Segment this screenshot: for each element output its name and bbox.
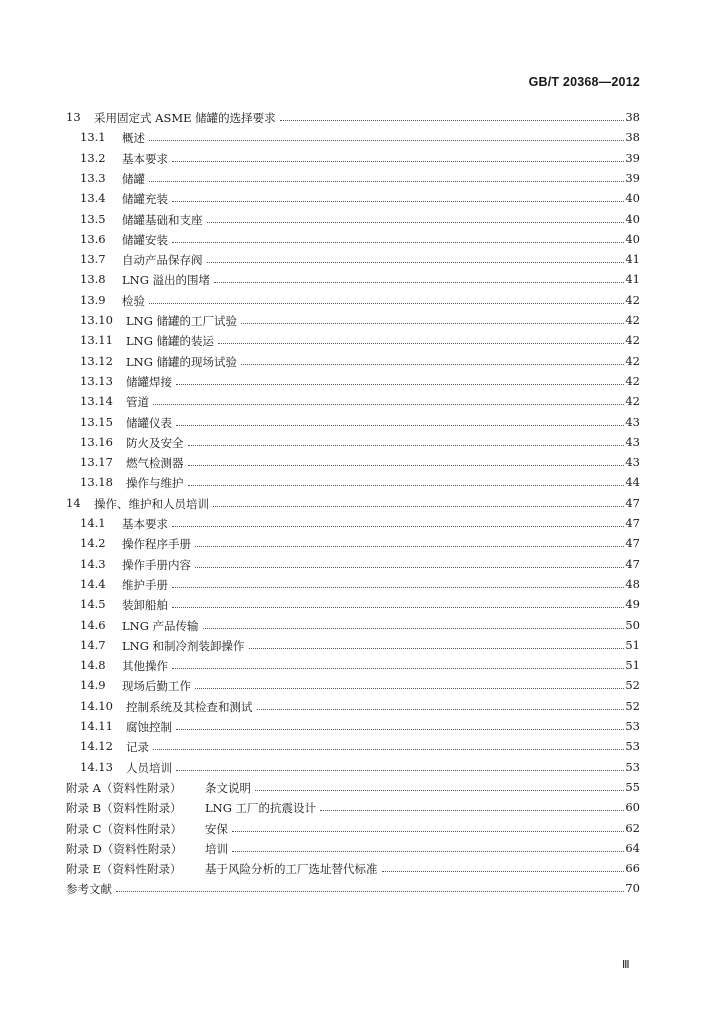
toc-entry-title: 现场后勤工作 — [122, 679, 191, 694]
toc-entry — [0, 554, 706, 574]
toc-dot-leader — [241, 323, 624, 324]
toc-entry-number: 14.9 — [80, 678, 106, 693]
toc-entry — [0, 696, 706, 716]
toc-entry-page: 38 — [625, 130, 640, 145]
toc-entry-page: 52 — [625, 678, 640, 693]
toc-dot-leader — [280, 120, 624, 121]
toc-entry — [0, 330, 706, 350]
toc-dot-leader — [257, 709, 625, 710]
toc-entry-page: 53 — [625, 739, 640, 754]
toc-dot-leader — [176, 384, 624, 385]
toc-entry-page: 43 — [625, 414, 640, 429]
toc-dot-leader — [172, 201, 624, 202]
toc-entry — [0, 310, 706, 330]
toc-entry-number: 13 — [66, 110, 81, 124]
toc-entry-title: 基本要求 — [122, 517, 168, 531]
toc-entry — [0, 209, 706, 229]
toc-entry-number: 14.7 — [80, 637, 106, 652]
toc-dot-leader — [153, 749, 624, 750]
toc-entry-page: 42 — [625, 292, 640, 307]
toc-entry-number: 14.12 — [80, 739, 113, 754]
toc-entry-number: 14.3 — [80, 556, 106, 571]
toc-dot-leader — [172, 161, 624, 162]
toc-dot-leader — [172, 587, 624, 588]
toc-entry-title: 参考文献 — [66, 882, 112, 897]
toc-entry — [0, 188, 706, 208]
toc-entry — [0, 107, 706, 127]
toc-entry-title: 操作与维护 — [126, 476, 184, 491]
toc-entry — [0, 249, 706, 269]
toc-entry-number: 13.15 — [80, 414, 113, 429]
toc-dot-leader — [195, 546, 624, 547]
toc-entry-page: 47 — [625, 495, 640, 510]
toc-dot-leader — [149, 303, 624, 304]
toc-entry-title: 防火及安全 — [126, 435, 184, 450]
toc-entry-page: 64 — [625, 840, 640, 855]
toc-dot-leader — [203, 628, 624, 629]
toc-dot-leader — [241, 364, 624, 365]
toc-entry-page: 42 — [625, 394, 640, 409]
toc-entry-title: 基本要求 — [122, 151, 168, 166]
toc-entry — [0, 757, 706, 777]
toc-entry-title: 操作程序手册 — [122, 537, 191, 552]
toc-entry-title: LNG 储罐的现场试验 — [126, 354, 238, 369]
toc-entry — [0, 797, 706, 817]
toc-entry-number: 13.2 — [80, 150, 106, 165]
toc-dot-leader — [176, 729, 624, 730]
toc-entry — [0, 472, 706, 492]
toc-entry-page: 50 — [625, 617, 640, 632]
toc-entry-page: 51 — [625, 637, 640, 652]
toc-entry — [0, 594, 706, 614]
toc-dot-leader — [188, 465, 625, 466]
toc-entry — [0, 838, 706, 858]
toc-entry-page: 49 — [625, 597, 640, 612]
toc-entry-title: 采用固定式 ASME 储罐的选择要求 — [94, 111, 276, 125]
toc-entry — [0, 148, 706, 168]
toc-entry-page: 42 — [625, 373, 640, 388]
toc-entry-title: 维护手册 — [122, 577, 168, 592]
toc-dot-leader — [195, 688, 624, 689]
toc-entry-number: 13.6 — [80, 231, 106, 246]
toc-entry — [0, 127, 706, 147]
toc-entry-number: 13.18 — [80, 475, 113, 490]
toc-entry-page: 44 — [625, 475, 640, 490]
toc-entry-title: LNG 产品传输 — [122, 618, 199, 633]
toc-entry-page: 40 — [625, 191, 640, 206]
toc-entry — [0, 818, 706, 838]
toc-entry-page: 40 — [625, 231, 640, 246]
toc-entry — [0, 290, 706, 310]
toc-entry-title: LNG 储罐的工厂试验 — [126, 314, 238, 328]
toc-entry-number: 13.1 — [80, 130, 106, 145]
toc-dot-leader — [172, 668, 624, 669]
toc-entry-page: 39 — [625, 150, 640, 165]
toc-entry-page: 41 — [625, 252, 640, 267]
toc-entry-number: 附录 B（资料性附录） — [66, 801, 182, 816]
toc-entry-page: 66 — [625, 861, 640, 876]
toc-dot-leader — [172, 526, 624, 527]
toc-dot-leader — [207, 222, 625, 223]
toc-entry-page: 51 — [625, 658, 640, 673]
toc-entry — [0, 513, 706, 533]
toc-entry-number: 14.8 — [80, 658, 106, 673]
toc-entry-page: 47 — [625, 516, 640, 530]
toc-entry — [0, 391, 706, 411]
toc-entry-number: 13.8 — [80, 272, 106, 287]
toc-entry-number: 13.4 — [80, 191, 106, 206]
toc-entry — [0, 736, 706, 756]
toc-dot-leader — [249, 648, 624, 649]
toc-entry-number: 附录 A（资料性附录） — [66, 780, 182, 795]
toc-dot-leader — [195, 567, 624, 568]
toc-entry-page: 39 — [625, 170, 640, 185]
toc-entry-number: 13.16 — [80, 434, 113, 449]
toc-entry-page: 62 — [625, 820, 640, 835]
toc-dot-leader — [176, 770, 624, 771]
toc-entry-title: 记录 — [126, 740, 149, 755]
toc-entry-title: 储罐安装 — [122, 232, 168, 247]
toc-entry-title: 条文说明 — [205, 780, 251, 795]
toc-entry-number: 13.17 — [80, 455, 113, 470]
toc-dot-leader — [214, 282, 624, 283]
toc-dot-leader — [232, 851, 624, 852]
toc-entry-title: 储罐充装 — [122, 192, 168, 207]
toc-entry-page: 47 — [625, 556, 640, 571]
document-code: GB/T 20368—2012 — [528, 75, 640, 89]
toc-dot-leader — [382, 871, 625, 872]
toc-entry-title: 储罐基础和支座 — [122, 212, 203, 227]
toc-entry — [0, 858, 706, 878]
toc-dot-leader — [116, 891, 624, 892]
toc-dot-leader — [213, 506, 624, 507]
toc-entry-title: LNG 储罐的装运 — [126, 334, 215, 349]
toc-entry — [0, 168, 706, 188]
toc-dot-leader — [255, 790, 624, 791]
toc-entry — [0, 655, 706, 675]
toc-entry-title: 概述 — [122, 131, 145, 146]
toc-dot-leader — [188, 445, 625, 446]
toc-entry-title: 操作、维护和人员培训 — [94, 496, 209, 511]
toc-entry-page: 42 — [625, 313, 640, 327]
toc-entry-title: 装卸船舶 — [122, 598, 168, 613]
toc-entry-page: 41 — [625, 272, 640, 287]
toc-entry-title: 储罐焊接 — [126, 374, 172, 389]
toc-entry-number: 13.14 — [80, 394, 113, 409]
toc-entry — [0, 878, 706, 898]
toc-entry-title: 安保 — [205, 821, 228, 836]
toc-entry-title: 腐蚀控制 — [126, 720, 172, 734]
toc-entry-number: 13.5 — [80, 211, 106, 226]
toc-entry — [0, 533, 706, 553]
page-folio: Ⅲ — [622, 959, 629, 971]
toc-entry-page: 55 — [625, 779, 640, 794]
toc-entry-page: 60 — [625, 800, 640, 815]
toc-entry-title: 培训 — [205, 841, 228, 856]
toc-entry-number: 14.5 — [80, 597, 106, 612]
toc-entry — [0, 371, 706, 391]
toc-entry — [0, 432, 706, 452]
toc-entry — [0, 351, 706, 371]
toc-dot-leader — [188, 485, 625, 486]
toc-entry-number: 13.12 — [80, 353, 113, 368]
toc-entry-number: 13.3 — [80, 170, 106, 185]
toc-entry-title: 操作手册内容 — [122, 557, 191, 572]
toc-entry-title: 储罐仪表 — [126, 415, 172, 430]
toc-entry-title: LNG 和制冷剂装卸操作 — [122, 638, 245, 653]
toc-entry-number: 13.11 — [80, 333, 113, 348]
toc-entry-page: 53 — [625, 759, 640, 774]
toc-dot-leader — [172, 607, 624, 608]
toc-dot-leader — [153, 404, 624, 405]
toc-entry-number: 14.11 — [80, 719, 113, 733]
toc-entry-title: 燃气检测器 — [126, 456, 184, 471]
toc-entry-title: 管道 — [126, 395, 149, 410]
toc-dot-leader — [149, 140, 624, 141]
toc-dot-leader — [176, 425, 624, 426]
toc-dot-leader — [172, 242, 624, 243]
toc-entry — [0, 229, 706, 249]
toc-dot-leader — [232, 831, 624, 832]
toc-entry-title: 其他操作 — [122, 659, 168, 674]
toc-entry-number: 13.10 — [80, 313, 113, 327]
toc-entry-number: 14.4 — [80, 576, 106, 591]
toc-entry-page: 38 — [625, 110, 640, 124]
toc-entry-title: 自动产品保存阀 — [122, 253, 203, 268]
toc-entry-number: 14.13 — [80, 759, 113, 774]
toc-entry-title: 控制系统及其检查和测试 — [126, 699, 253, 714]
toc-entry — [0, 452, 706, 472]
toc-entry-page: 52 — [625, 698, 640, 713]
toc-entry — [0, 493, 706, 513]
toc-entry-page: 47 — [625, 536, 640, 551]
toc-entry-number: 14.6 — [80, 617, 106, 632]
toc-entry-title: LNG 溢出的围堵 — [122, 273, 211, 288]
toc-entry-number: 14.1 — [80, 516, 106, 530]
toc-entry-number: 附录 E（资料性附录） — [66, 862, 182, 877]
toc-entry-title: 人员培训 — [126, 760, 172, 775]
toc-entry — [0, 716, 706, 736]
toc-dot-leader — [149, 181, 624, 182]
toc-entry-page: 48 — [625, 576, 640, 591]
toc-entry-number: 附录 D（资料性附录） — [66, 841, 183, 856]
toc-entry-page: 53 — [625, 719, 640, 733]
toc-entry-page: 42 — [625, 353, 640, 368]
toc-entry-title: 检验 — [122, 293, 145, 308]
toc-entry — [0, 269, 706, 289]
toc-entry-page: 40 — [625, 211, 640, 226]
toc-entry — [0, 574, 706, 594]
toc-entry-title: 储罐 — [122, 171, 145, 186]
toc-entry — [0, 635, 706, 655]
toc-dot-leader — [218, 343, 624, 344]
toc-entry-page: 70 — [625, 881, 640, 896]
toc-entry-number: 13.13 — [80, 373, 113, 388]
toc-entry-number: 14 — [66, 495, 81, 510]
toc-entry-page: 43 — [625, 434, 640, 449]
toc-entry-number: 14.2 — [80, 536, 106, 551]
toc-dot-leader — [207, 262, 625, 263]
toc-entry-page: 42 — [625, 333, 640, 348]
toc-entry — [0, 777, 706, 797]
toc-entry-number: 附录 C（资料性附录） — [66, 821, 182, 836]
toc-entry-number: 13.7 — [80, 252, 106, 267]
toc-entry-number: 13.9 — [80, 292, 106, 307]
toc-entry — [0, 615, 706, 635]
toc-entry-title: 基于风险分析的工厂选址替代标准 — [205, 862, 378, 877]
toc-entry-number: 14.10 — [80, 698, 113, 713]
toc-entry-page: 43 — [625, 455, 640, 470]
toc-entry — [0, 675, 706, 695]
toc-entry — [0, 412, 706, 432]
toc-entry-title: LNG 工厂的抗震设计 — [205, 801, 317, 816]
toc-dot-leader — [320, 810, 624, 811]
